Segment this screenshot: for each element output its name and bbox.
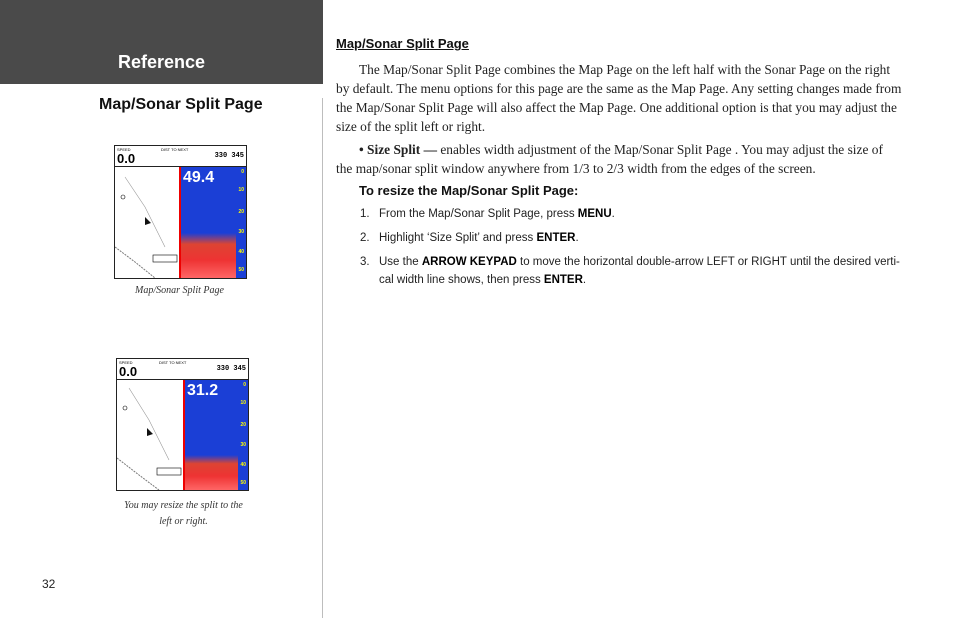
next-label: DIST TO NEXT — [161, 147, 189, 152]
step-text: . — [611, 208, 615, 220]
depth-scale-10: 10 — [238, 187, 244, 193]
procedure-steps — [360, 205, 905, 295]
step-text: Use the — [379, 256, 422, 268]
depth-value: 31.2 — [187, 382, 219, 399]
depth-scale-10: 10 — [240, 400, 246, 406]
heading-value: 330 345 — [214, 152, 244, 160]
depth-scale-0: 0 — [241, 169, 244, 175]
step-2 — [360, 229, 905, 247]
heading-value: 330 345 — [216, 365, 246, 373]
depth-value: 49.4 — [183, 169, 215, 186]
depth-scale-40: 40 — [240, 462, 246, 468]
step-text: From the Map/Sonar Split Page, press — [379, 208, 578, 220]
depth-scale-50: 50 — [238, 267, 244, 273]
depth-scale-50: 50 — [240, 480, 246, 486]
enter-key: ENTER — [543, 274, 583, 286]
step-number: 1. — [360, 208, 370, 220]
depth-scale-20: 20 — [240, 422, 246, 428]
figure2-caption-line2: left or right. — [159, 516, 208, 527]
page-number: 32 — [42, 577, 56, 591]
size-split-description: enables width adjustment of the Map/Sonar Split Page . You may adjust the size of the map/sonar split window anywhere from 1/3 to 2/3 width from the edges of the screen. — [336, 142, 883, 176]
map-chart-graphic — [117, 380, 183, 490]
depth-scale-30: 30 — [240, 442, 246, 448]
step-number: 2. — [360, 232, 370, 244]
arrow-keypad-key: ARROW KEYPAD — [421, 256, 517, 268]
content-heading: Map/Sonar Split Page — [336, 36, 469, 51]
screen-top-bar — [115, 146, 246, 167]
figure2-caption-line1: You may resize the split to the — [124, 500, 243, 511]
sonar-pane — [181, 167, 246, 278]
sonar-pane — [185, 380, 248, 490]
sonar-bottom-return — [185, 455, 238, 490]
step-text: to move the horizontal double-arrow LEFT or RIGHT until the desired verti-cal width line shows, then press — [379, 256, 900, 286]
step-1 — [360, 205, 905, 223]
figure2-caption — [110, 498, 257, 530]
next-label: DIST TO NEXT — [159, 360, 187, 365]
menu-key: MENU — [577, 208, 612, 220]
figure-map-sonar-split — [114, 145, 247, 279]
step-text: . — [575, 232, 579, 244]
figure1-caption: Map/Sonar Split Page — [135, 285, 224, 296]
header-band — [0, 0, 323, 84]
size-split-term: • Size Split — — [359, 142, 437, 157]
enter-key: ENTER — [536, 232, 576, 244]
paragraph-intro: The Map/Sonar Split Page combines the Map Page on the left half with the Sonar Page on the right by default. The menu options for this page are the same as the Map Page. Any setting changes made from the Map/Sonar Split Page will also affect the Map Page. One additional option is that you may adjust the size of the split left or right. — [336, 62, 902, 134]
speed-value: 0.0 — [117, 151, 136, 166]
step-text: Highlight ‘Size Split’ and press — [379, 232, 537, 244]
depth-scale-0: 0 — [243, 382, 246, 388]
depth-scale-30: 30 — [238, 229, 244, 235]
map-chart-graphic — [115, 167, 179, 278]
section-title: Map/Sonar Split Page — [99, 96, 263, 113]
speed-label: SPEED — [117, 147, 131, 152]
depth-scale-40: 40 — [238, 249, 244, 255]
depth-scale-20: 20 — [238, 209, 244, 215]
paragraph-size-split — [336, 140, 902, 178]
map-pane — [115, 167, 179, 278]
speed-label: SPEED — [119, 360, 133, 365]
header-title: Reference — [117, 52, 206, 72]
step-text: . — [582, 274, 587, 286]
figure-resized-split — [116, 358, 249, 491]
map-pane — [117, 380, 183, 490]
screen-top-bar — [117, 359, 248, 380]
sonar-bottom-return — [181, 233, 236, 278]
procedure-heading: To resize the Map/Sonar Split Page: — [359, 183, 579, 198]
column-divider — [322, 98, 323, 618]
step-number: 3. — [360, 256, 370, 268]
speed-value: 0.0 — [119, 364, 138, 379]
step-3 — [360, 253, 905, 289]
